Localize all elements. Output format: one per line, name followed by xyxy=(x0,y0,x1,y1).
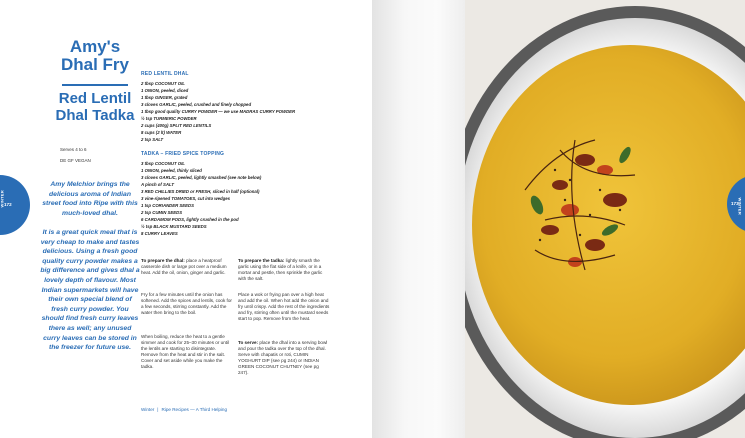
ingredient-item: 8 cups (2 lt) WATER xyxy=(141,130,182,135)
ingredient-item: A pinch of SALT xyxy=(141,182,174,187)
method-dhal-step-3 xyxy=(141,334,233,371)
ingredient-item: 1 tbsp good quality CURRY POWDER — we use MADRAS CURRY POWDER xyxy=(141,109,296,114)
method-lead: To serve: xyxy=(238,340,259,345)
method-text: When boiling, reduce the heat to a gentle simmer and cook for 25–30 minutes or until the lentils are starting to disintegrate. Remove from the heat and stir in the salt. Cover and set aside while you make the tadka. xyxy=(141,334,230,370)
recipe-title: Amy's Dhal Fry xyxy=(60,37,130,74)
ingredients-list-tadka xyxy=(141,160,306,237)
season-label: WINTER xyxy=(737,197,743,216)
page-number-right: 173 xyxy=(731,201,739,206)
method-text: Fry for a few minutes until the onion has softened. Add the spices and lentils, cook for a few seconds, stirring constantly. Add the water then bring to the boil. xyxy=(141,292,232,316)
season-label: WINTER xyxy=(0,189,5,208)
method-lead: To prepare the dhal: xyxy=(141,258,185,263)
ingredients-list-dhal xyxy=(141,80,306,143)
ingredient-item: 6 CARDAMOM PODS, lightly crushed in the pod xyxy=(141,217,239,222)
footer-book-title: Ripe Recipes — A Third Helping xyxy=(161,407,228,412)
method-dhal-step-1 xyxy=(141,258,233,276)
ingredient-item: 2 tsp CUMIN SEEDS xyxy=(141,210,183,215)
method-serve-step xyxy=(238,340,330,377)
title-divider xyxy=(62,84,128,86)
footer-season: Winter xyxy=(141,407,155,412)
ingredient-item: 3 cloves GARLIC, peeled, crushed and finely chopped xyxy=(141,102,252,107)
ingredients-heading-tadka: TADKA – FRIED SPICE TOPPING xyxy=(141,151,225,157)
ingredient-item: ½ tsp BLACK MUSTARD SEEDS xyxy=(141,224,207,229)
ingredient-item: 1 tbsp GINGER, grated xyxy=(141,95,188,100)
method-text: place the dhal into a serving bowl and pour the tadka over the top of the dhal. Serve with chapatis or roti, CUMIN YOGHURT DIP (see pg 244) or INDIAN GREEN COCONUT CHUTNEY (see pg 247). xyxy=(238,340,328,376)
dhal-photo xyxy=(465,0,745,438)
recipe-subtitle: Red Lentil Dhal Tadka xyxy=(55,90,135,124)
ingredients-heading-dhal: RED LENTIL DHAL xyxy=(141,71,189,77)
method-lead: To prepare the tadka: xyxy=(238,258,285,263)
ingredient-item: 8 CURRY LEAVES xyxy=(141,231,178,236)
ingredient-item: 1 tsp CORIANDER SEEDS xyxy=(141,203,195,208)
method-tadka-step-1 xyxy=(238,258,330,282)
serves-text: Serves 4 to 6 xyxy=(60,147,87,152)
ingredient-item: 3 vine-ripened TOMATOES, cut into wedges xyxy=(141,196,231,201)
ingredient-item: 3 tbsp COCONUT OIL xyxy=(141,161,185,166)
ingredient-item: 2 cups (400g) SPLIT RED LENTILS xyxy=(141,123,212,128)
method-text: Place a wok or frying pan over a high heat and add the oil. When hot add the onion and fry until crispy. Add the rest of the ingredients and fry, stirring often until the mustard seeds start to pop. Remove from the heat. xyxy=(238,292,330,322)
intro-paragraph-1: Amy Melchior brings the delicious aroma of Indian street food into Ripe with this much-loved dhal. xyxy=(42,181,138,217)
ingredient-item: 2 tbsp COCONUT OIL xyxy=(141,81,185,86)
method-dhal-step-2 xyxy=(141,292,233,316)
ingredient-item: 1 ONION, peeled, diced xyxy=(141,88,189,93)
method-tadka-step-2 xyxy=(238,292,330,322)
ingredient-item: ½ tsp TURMERIC POWDER xyxy=(141,116,197,121)
dhal-bowl-illustration xyxy=(465,0,745,438)
ingredient-item: 2 tsp SALT xyxy=(141,137,164,142)
ingredient-item: 3 cloves GARLIC, peeled, lightly smashed (see note below) xyxy=(141,175,262,180)
method-text: place a heatproof casserole dish or large pot over a medium heat. Add the oil, onion, ginger and garlic. xyxy=(141,258,227,276)
intro-paragraph-2: It is a great quick meal that is very cheap to make and tastes delicious. Using a fresh good quality curry powder makes a big difference and gives dhal a lovely depth of flavour. Most Indian supermarkets will have their own special blend of fresh curry powder. You should find fresh curry leaves there as well; any unused curry leaves can be stored in the freezer for future use. xyxy=(40,229,140,352)
page-number-left: 172 xyxy=(4,202,12,207)
page-gutter xyxy=(372,0,465,438)
footer-separator: | xyxy=(157,407,159,412)
diet-tags: DE GF VEGAN xyxy=(60,158,91,163)
page-footer xyxy=(141,407,230,412)
ingredient-item: 1 ONION, peeled, thinly sliced xyxy=(141,168,202,173)
method-text: lightly smash the garlic using the flat side of a knife, or in a mortar and pestle, then sprinkle the garlic with the salt. xyxy=(238,258,323,282)
ingredient-item: 3 RED CHILLIES DRIED or FRESH, sliced in half (optional) xyxy=(141,189,260,194)
